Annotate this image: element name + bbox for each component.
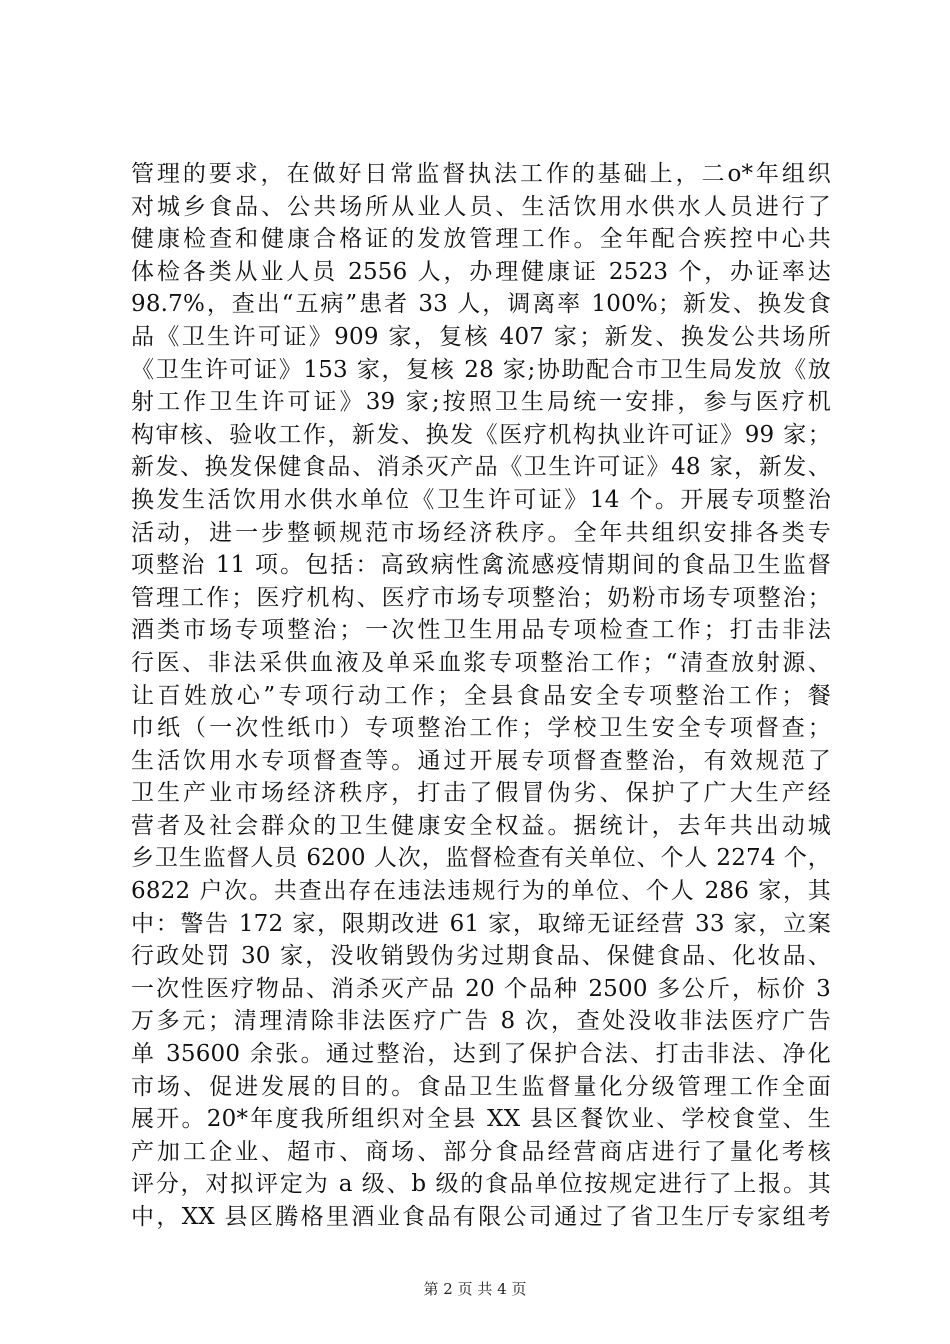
text-line: 生活饮用水专项督查等。通过开展专项督查整治，有效规范了	[131, 747, 831, 774]
page-footer: 第 2 页 共 4 页	[423, 1280, 527, 1298]
text-line: 健康检查和健康合格证的发放管理工作。全年配合疾控中心共	[131, 226, 831, 253]
text-line: 展开。20*年度我所组织对全县 XX 县区餐饮业、学校食堂、生	[131, 1106, 831, 1133]
text-line: 射工作卫生许可证》39 家;按照卫生局统一安排，参与医疗机	[131, 389, 831, 416]
text-line: 项整治 11 项。包括：高致病性禽流感疫情期间的食品卫生监督	[131, 552, 831, 579]
text-line: 市场、促进发展的目的。食品卫生监督量化分级管理工作全面	[131, 1073, 831, 1100]
text-line: 换发生活饮用水供水单位《卫生许可证》14 个。开展专项整治	[131, 486, 831, 513]
text-line: 98.7%，查出“五病”患者 33 人，调离率 100%；新发、换发食	[131, 291, 831, 318]
text-line: 6822 户次。共查出存在违法违规行为的单位、个人 286 家，其	[131, 878, 831, 905]
text-line: 营者及社会群众的卫生健康安全权益。据统计，去年共出动城	[131, 812, 831, 839]
text-line: 中：警告 172 家，限期改进 61 家，取缔无证经营 33 家，立案	[131, 910, 831, 937]
body-paragraph	[131, 158, 831, 1234]
text-line: 《卫生许可证》153 家，复核 28 家;协助配合市卫生局发放《放	[131, 356, 831, 383]
text-line: 让百姓放心”专项行动工作；全县食品安全专项整治工作；餐	[131, 682, 831, 709]
text-line: 管理工作；医疗机构、医疗市场专项整治；奶粉市场专项整治；	[131, 584, 831, 611]
text-line: 万多元；清理清除非法医疗广告 8 次，查处没收非法医疗广告	[131, 1008, 831, 1035]
text-line: 巾纸（一次性纸巾）专项整治工作；学校卫生安全专项督查；	[131, 715, 831, 742]
text-line: 单 35600 余张。通过整治，达到了保护合法、打击非法、净化	[131, 1041, 831, 1068]
text-line: 卫生产业市场经济秩序，打击了假冒伪劣、保护了广大生产经	[131, 780, 831, 807]
text-line: 产加工企业、超市、商场、部分食品经营商店进行了量化考核	[131, 1138, 831, 1165]
text-line: 酒类市场专项整治；一次性卫生用品专项检查工作；打击非法	[131, 617, 831, 644]
text-line: 中，XX 县区腾格里酒业食品有限公司通过了省卫生厅专家组考	[131, 1204, 831, 1230]
text-line: 乡卫生监督人员 6200 人次，监督检查有关单位、个人 2274 个，	[131, 845, 831, 872]
text-line: 一次性医疗物品、消杀灭产品 20 个品种 2500 多公斤，标价 3	[131, 975, 831, 1002]
text-line: 品《卫生许可证》909 家，复核 407 家；新发、换发公共场所	[131, 323, 831, 350]
text-line: 对城乡食品、公共场所从业人员、生活饮用水供水人员进行了	[131, 193, 831, 220]
text-line: 管理的要求，在做好日常监督执法工作的基础上，二o*年组织	[131, 161, 831, 187]
text-line: 评分，对拟评定为 a 级、b 级的食品单位按规定进行了上报。其	[131, 1171, 831, 1198]
text-line: 构审核、验收工作，新发、换发《医疗机构执业许可证》99 家；	[131, 421, 831, 448]
text-line: 行政处罚 30 家，没收销毁伪劣过期食品、保健食品、化妆品、	[131, 943, 831, 970]
text-line: 体检各类从业人员 2556 人，办理健康证 2523 个，办证率达	[131, 258, 831, 285]
text-line: 活动，进一步整顿规范市场经济秩序。全年共组织安排各类专	[131, 519, 831, 546]
text-line: 行医、非法采供血液及单采血浆专项整治工作；“清查放射源、	[131, 649, 831, 676]
text-line: 新发、换发保健食品、消杀灭产品《卫生许可证》48 家，新发、	[131, 454, 831, 481]
